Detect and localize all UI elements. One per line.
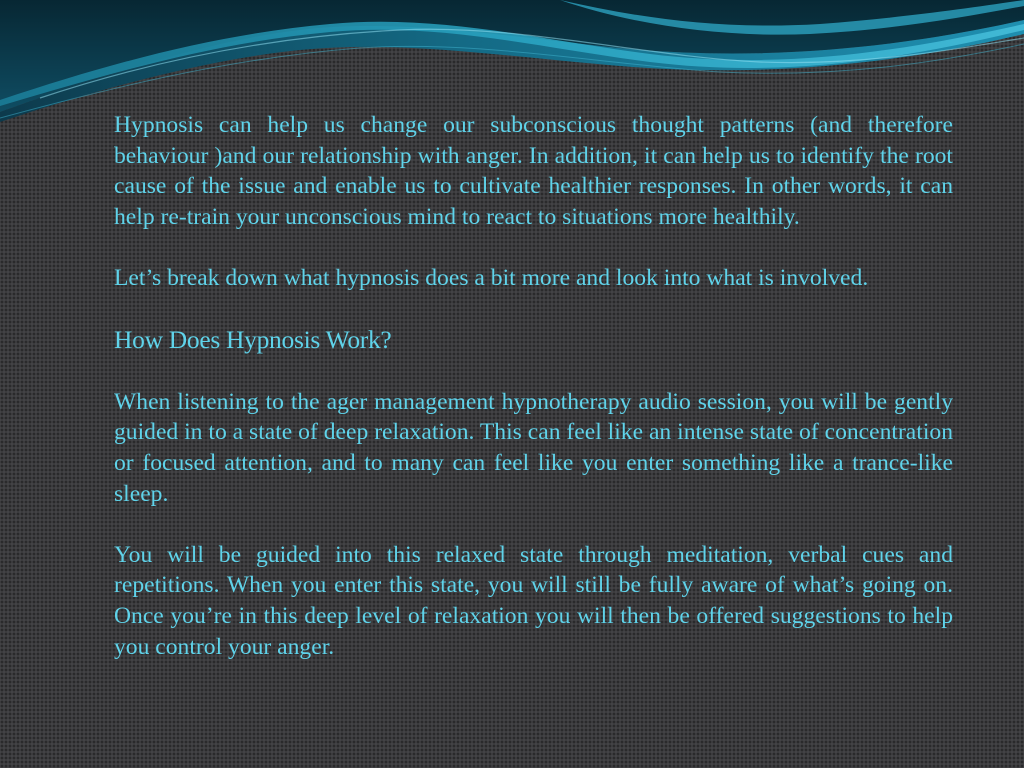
paragraph-breakdown: Let’s break down what hypnosis does a bit more and look into what is involved. — [114, 264, 869, 291]
spacer — [114, 232, 953, 263]
spacer — [114, 356, 953, 387]
slide-content — [114, 110, 953, 662]
section-heading: How Does Hypnosis Work? — [114, 325, 392, 355]
paragraph-intro: Hypnosis can help us change our subconscious thought patterns (and therefore behaviour )and our relationship with anger. In addition, it can help us to identify the root cause of the issue and enable us to cultivate healthier responses. In other words, it can help re-train your unconscious mind to react to situations more healthily. — [114, 112, 953, 230]
spacer — [114, 509, 953, 540]
paragraph-guided: You will be guided into this relaxed state through meditation, verbal cues and repetitions. When you enter this state, you will still be fully aware of what’s going on. Once you’re in this deep level of relaxation you will then be offered suggestions to help you control your anger. — [114, 541, 953, 660]
paragraph-listening: When listening to the ager management hypnotherapy audio session, you will be gently guided in to a state of deep relaxation. This can feel like an intense state of concentration or focused attention, and to many can feel like you enter something like a trance-like sleep. — [114, 388, 953, 507]
spacer — [114, 294, 953, 325]
